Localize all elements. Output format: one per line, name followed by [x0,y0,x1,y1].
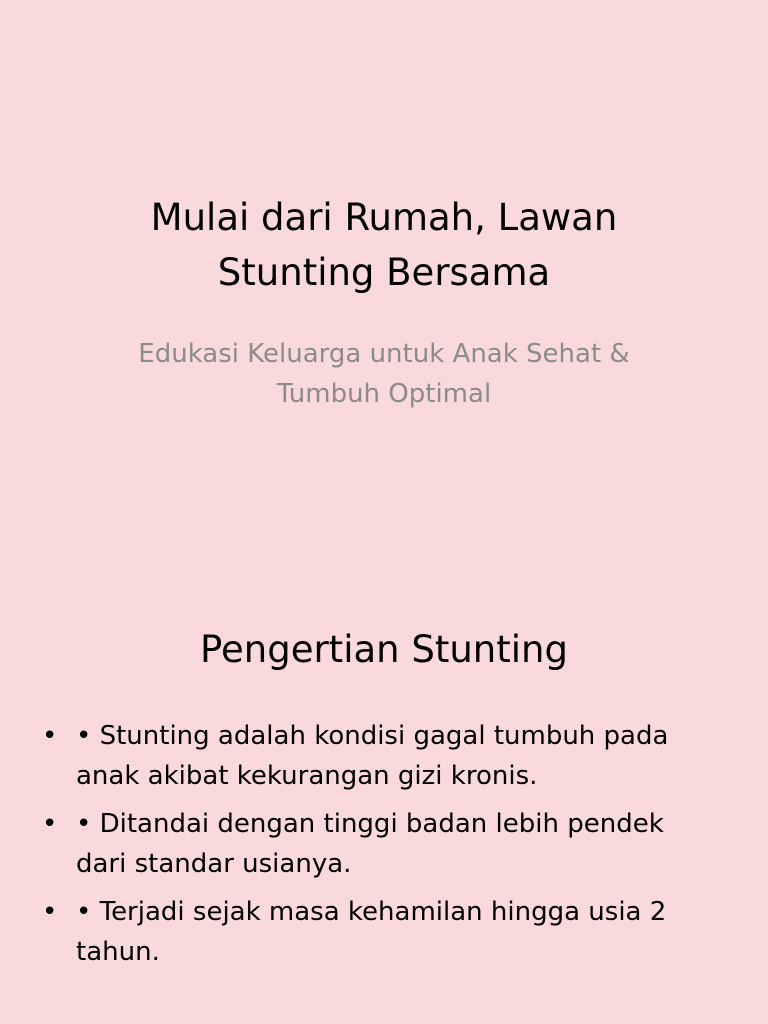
bullet-marker: • [42,809,58,839]
bullet-marker: • [42,897,58,927]
slide-subtitle [60,334,708,414]
slide-title-line-2: Stunting Bersama [217,251,551,294]
content-slide [0,512,768,1024]
slide-subtitle-line-2: Tumbuh Optimal [276,379,492,409]
section-heading: Pengertian Stunting [200,628,568,671]
slide-subtitle-line-1: Edukasi Keluarga untuk Anak Sehat & [138,339,630,369]
bullet-item [40,716,720,796]
bullet-item [40,804,720,884]
bullet-text: • Stunting adalah kondisi gagal tumbuh pada anak akibat kekurangan gizi kronis. [76,721,669,791]
bullet-text: • Terjadi sejak masa kehamilan hingga usia 2 tahun. [76,897,667,967]
bullet-text: • Ditandai dengan tinggi badan lebih pendek dari standar usianya. [76,809,664,879]
bullet-item [40,892,720,972]
slide-title-line-1: Mulai dari Rumah, Lawan [150,196,618,239]
slide-title [60,190,708,300]
bullet-marker: • [42,721,58,751]
bullet-list [40,716,720,980]
